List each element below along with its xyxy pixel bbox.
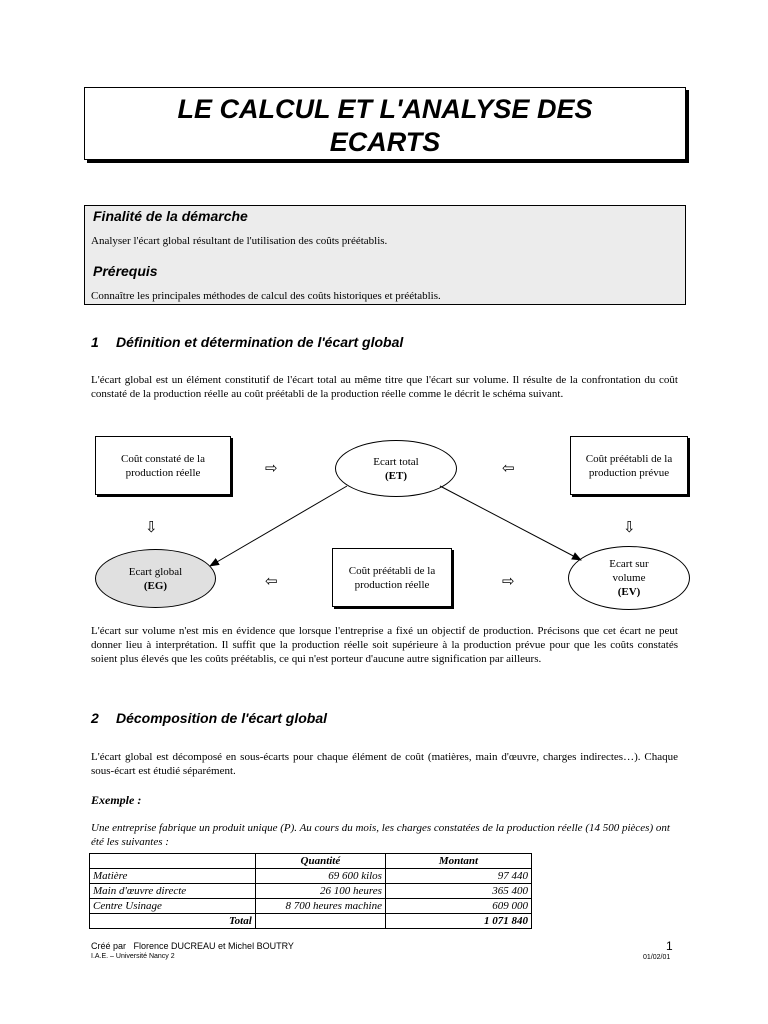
table-cell-montant: 365 400 (385, 884, 531, 899)
table-total-label: Total (90, 914, 256, 929)
example-label: Exemple : (91, 793, 142, 807)
page-title-line1: LE CALCUL ET L'ANALYSE DES (177, 94, 593, 124)
footer-page-number: 1 (666, 939, 673, 953)
ellipse-ecart-total (335, 440, 457, 497)
table-header-montant: Montant (385, 854, 531, 869)
charges-table (89, 853, 532, 929)
prerequis-heading: Prérequis (93, 263, 158, 279)
arrow-left-icon: ⇦ (502, 459, 515, 477)
table-total-empty (255, 914, 385, 929)
footer-created-prefix: Créé par (91, 941, 127, 951)
arrow-left-icon: ⇦ (265, 572, 278, 590)
table-header-label (90, 854, 256, 869)
arrow-down-icon: ⇩ (623, 518, 636, 536)
table-header-quantite: Quantité (255, 854, 385, 869)
footer-institution: I.A.E. – Université Nancy 2 (91, 953, 175, 960)
ecart-global-label: Ecart global (128, 565, 183, 578)
section1-paragraph2: L'écart sur volume n'est mis en évidence que lorsque l'entreprise a fixé un objectif de production. Précisons que cet écart ne peut donner lieu à interprétation. Il suffit que la production réelle soit supérieure à la production prévue pour que les coûts constatés soient plus élevés que les coûts préétablis, ce qui n'est porteur d'aucune autre signification par ailleurs. (91, 625, 678, 665)
arrow-right-icon: ⇨ (265, 459, 278, 477)
table-cell-label: Centre Usinage (90, 899, 256, 914)
table-cell-montant: 609 000 (385, 899, 531, 914)
ecart-volume-abbr: (EV) (617, 586, 641, 598)
section2-number: 2 (91, 710, 99, 726)
box-cout-constate: Coût constaté de la production réelle (95, 436, 231, 495)
table-cell-quantite: 8 700 heures machine (255, 899, 385, 914)
ecart-total-label: Ecart total (373, 455, 419, 468)
table-row (90, 884, 532, 899)
section2-paragraph1: L'écart global est décomposé en sous-écarts pour chaque élément de coût (matières, main d'œuvre, charges indirectes…). Chaque sous-écart est étudié séparément. (91, 751, 678, 777)
section1-number: 1 (91, 334, 99, 350)
finalite-text: Analyser l'écart global résultant de l'utilisation des coûts préétablis. (91, 235, 388, 247)
box-cout-reelle: Coût préétabli de la production réelle (332, 548, 452, 607)
ecart-total-abbr: (ET) (385, 469, 407, 482)
section1-title: Définition et détermination de l'écart global (116, 334, 404, 350)
table-cell-label: Matière (90, 869, 256, 884)
table-cell-label: Main d'œuvre directe (90, 884, 256, 899)
section2-title: Décomposition de l'écart global (116, 710, 328, 726)
box-cout-prevue: Coût préétabli de la production prévue (570, 436, 688, 495)
ecart-global-abbr: (EG) (143, 579, 168, 592)
arrow-right-icon: ⇨ (502, 572, 515, 590)
arrow-et-to-ev (440, 486, 581, 560)
table-row (90, 899, 532, 914)
table-row (90, 869, 532, 884)
ellipse-ecart-global (95, 549, 216, 608)
table-cell-quantite: 69 600 kilos (255, 869, 385, 884)
example-text: Une entreprise fabrique un produit unique (P). Au cours du mois, les charges constatées de la production réelle (14 500 pièces) ont été les suivantes : (91, 822, 670, 848)
ecart-volume-label1: Ecart sur (609, 558, 649, 570)
table-total-value: 1 071 840 (385, 914, 531, 929)
footer-authors: Florence DUCREAU et Michel BOUTRY (133, 941, 294, 951)
section2-heading (91, 710, 327, 726)
table-cell-montant: 97 440 (385, 869, 531, 884)
section1-paragraph1: L'écart global est un élément constitutif de l'écart total au même titre que l'écart sur volume. Il résulte de la confrontation du coût constaté de la production réelle au coût préétabli de la production réelle comme le décrit le schéma suivant. (91, 374, 678, 400)
ellipse-ecart-volume (568, 546, 690, 610)
arrow-et-to-eg (210, 486, 347, 566)
table-header-row (90, 854, 532, 869)
footer-credits (91, 941, 294, 951)
arrow-down-icon: ⇩ (145, 518, 158, 536)
finalite-heading: Finalité de la démarche (93, 208, 248, 224)
page-title-line2: ECARTS (329, 127, 441, 157)
footer-date: 01/02/01 (643, 954, 671, 961)
table-total-row (90, 914, 532, 929)
ecart-volume-label2: volume (612, 572, 646, 584)
prerequis-text: Connaître les principales méthodes de calcul des coûts historiques et préétablis. (91, 290, 441, 302)
table-cell-quantite: 26 100 heures (255, 884, 385, 899)
